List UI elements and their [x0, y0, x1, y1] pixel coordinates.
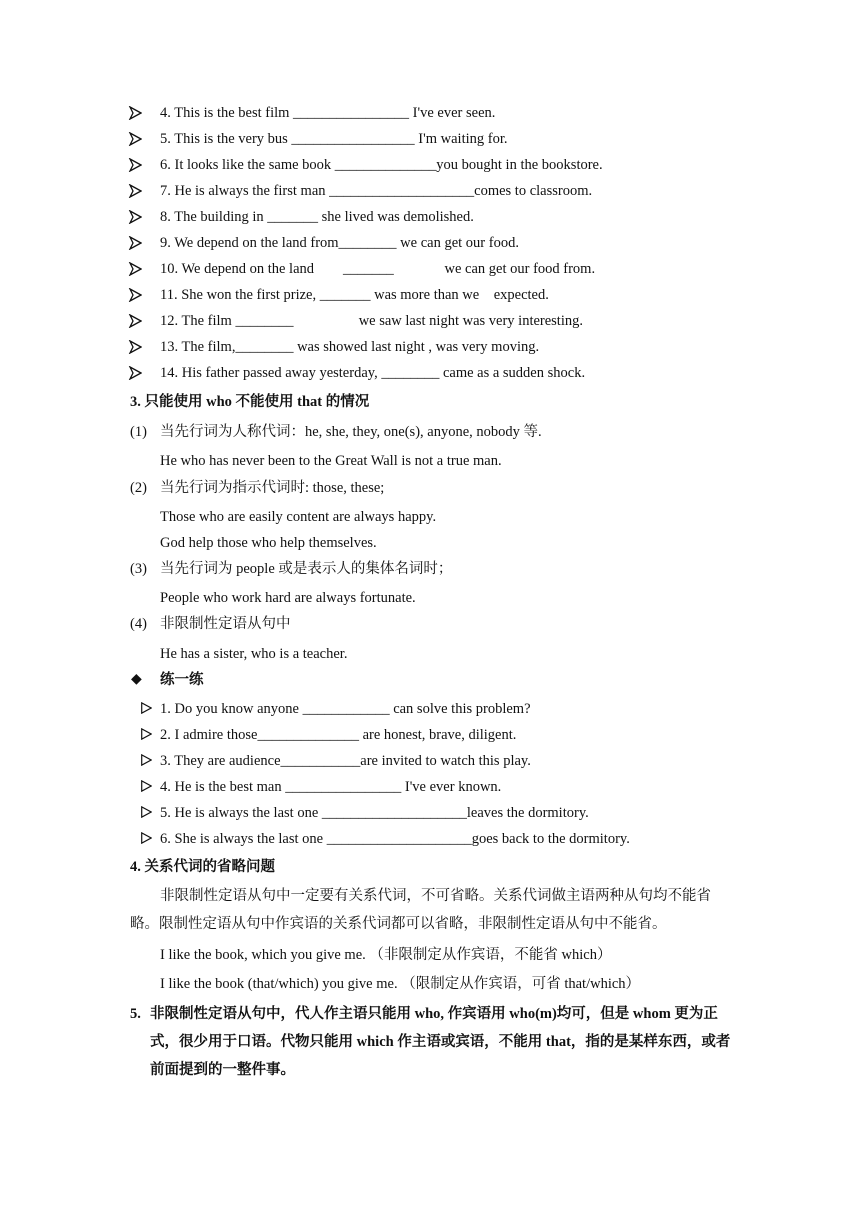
- arrow-bullet-icon: [140, 832, 154, 846]
- rule-text: 当先行词为指示代词时: those, these;: [160, 480, 385, 496]
- example-sentence: God help those who help themselves.: [160, 535, 377, 551]
- list-item: 8. The building in _______ she lived was demolished.: [160, 209, 474, 225]
- rule-text: 当先行词为 people 或是表示人的集体名词时；: [160, 561, 453, 577]
- section-heading: 4. 关系代词的省略问题: [130, 859, 275, 875]
- item-number: (4): [130, 616, 147, 632]
- list-item: 9. We depend on the land from________ we can get our food.: [160, 235, 519, 251]
- example-sentence: People who work hard are always fortunate.: [160, 590, 416, 606]
- list-item: 6. She is always the last one ____________________goes back to the dormitory.: [160, 831, 630, 847]
- section-heading: 非限制性定语从句中，代人作主语只能用 who, 作宾语用 who(m)均可，但是 whom 更为正式，很少用于口语。代物只能用 which 作主语或宾语，不能用 that，指的是某样东西，或者前面提到的一整件事。: [150, 1006, 731, 1078]
- arrow-bullet-icon: [128, 210, 142, 224]
- list-item: 11. She won the first prize, _______ was more than we expected.: [160, 287, 549, 303]
- arrow-bullet-icon: [128, 236, 142, 250]
- example-sentence: I like the book (that/which) you give me. （限制定从作宾语，可省 that/which）: [160, 976, 641, 992]
- arrow-bullet-icon: [128, 132, 142, 146]
- example-sentence: Those who are easily content are always happy.: [160, 509, 437, 525]
- item-number: (1): [130, 424, 147, 440]
- arrow-bullet-icon: [128, 288, 142, 302]
- practice-title: 练一练: [160, 672, 204, 688]
- list-item: 2. I admire those______________ are honest, brave, diligent.: [160, 727, 517, 743]
- arrow-bullet-icon: [128, 184, 142, 198]
- example-sentence: He who has never been to the Great Wall is not a true man.: [160, 453, 502, 469]
- explanation-paragraph: 非限制性定语从句中一定要有关系代词，不可省略。关系代词做主语两种从句均不能省略。限制性定语从句中作宾语的关系代词都可以省略，非限制性定语从句中不能省。: [130, 888, 711, 932]
- list-item: 4. He is the best man ________________ I've ever known.: [160, 779, 502, 795]
- list-item: 5. This is the very bus _________________ I'm waiting for.: [160, 131, 508, 147]
- arrow-bullet-icon: [128, 262, 142, 276]
- list-item: 6. It looks like the same book ______________you bought in the bookstore.: [160, 157, 603, 173]
- list-item: 13. The film,________ was showed last night , was very moving.: [160, 339, 540, 355]
- list-item: 1. Do you know anyone ____________ can solve this problem?: [160, 701, 531, 717]
- example-sentence: I like the book, which you give me. （非限制定从作宾语，不能省 which）: [160, 947, 612, 963]
- arrow-bullet-icon: [140, 728, 154, 742]
- list-item: 4. This is the best film ________________ I've ever seen.: [160, 105, 496, 121]
- arrow-bullet-icon: [140, 754, 154, 768]
- rule-text: 非限制性定语从句中: [160, 616, 291, 632]
- section-number: 5.: [130, 1006, 141, 1022]
- list-item: 3. They are audience___________are invited to watch this play.: [160, 753, 531, 769]
- arrow-bullet-icon: [128, 366, 142, 380]
- rule-text: 当先行词为人称代词：he, she, they, one(s), anyone, nobody 等.: [160, 424, 542, 440]
- list-item: 12. The film ________ we saw last night was very interesting.: [160, 313, 583, 329]
- arrow-bullet-icon: [140, 780, 154, 794]
- arrow-bullet-icon: [140, 702, 154, 716]
- arrow-bullet-icon: [128, 340, 142, 354]
- diamond-bullet-icon: ◆: [131, 672, 142, 687]
- example-sentence: He has a sister, who is a teacher.: [160, 646, 348, 662]
- arrow-bullet-icon: [128, 158, 142, 172]
- section-heading: 3. 只能使用 who 不能使用 that 的情况: [130, 394, 370, 410]
- list-item: 7. He is always the first man ____________________comes to classroom.: [160, 183, 593, 199]
- arrow-bullet-icon: [140, 806, 154, 820]
- arrow-bullet-icon: [128, 106, 142, 120]
- list-item: 5. He is always the last one ____________________leaves the dormitory.: [160, 805, 589, 821]
- item-number: (2): [130, 480, 147, 496]
- item-number: (3): [130, 561, 147, 577]
- list-item: 10. We depend on the land _______ we can get our food from.: [160, 261, 596, 277]
- arrow-bullet-icon: [128, 314, 142, 328]
- list-item: 14. His father passed away yesterday, ________ came as a sudden shock.: [160, 365, 586, 381]
